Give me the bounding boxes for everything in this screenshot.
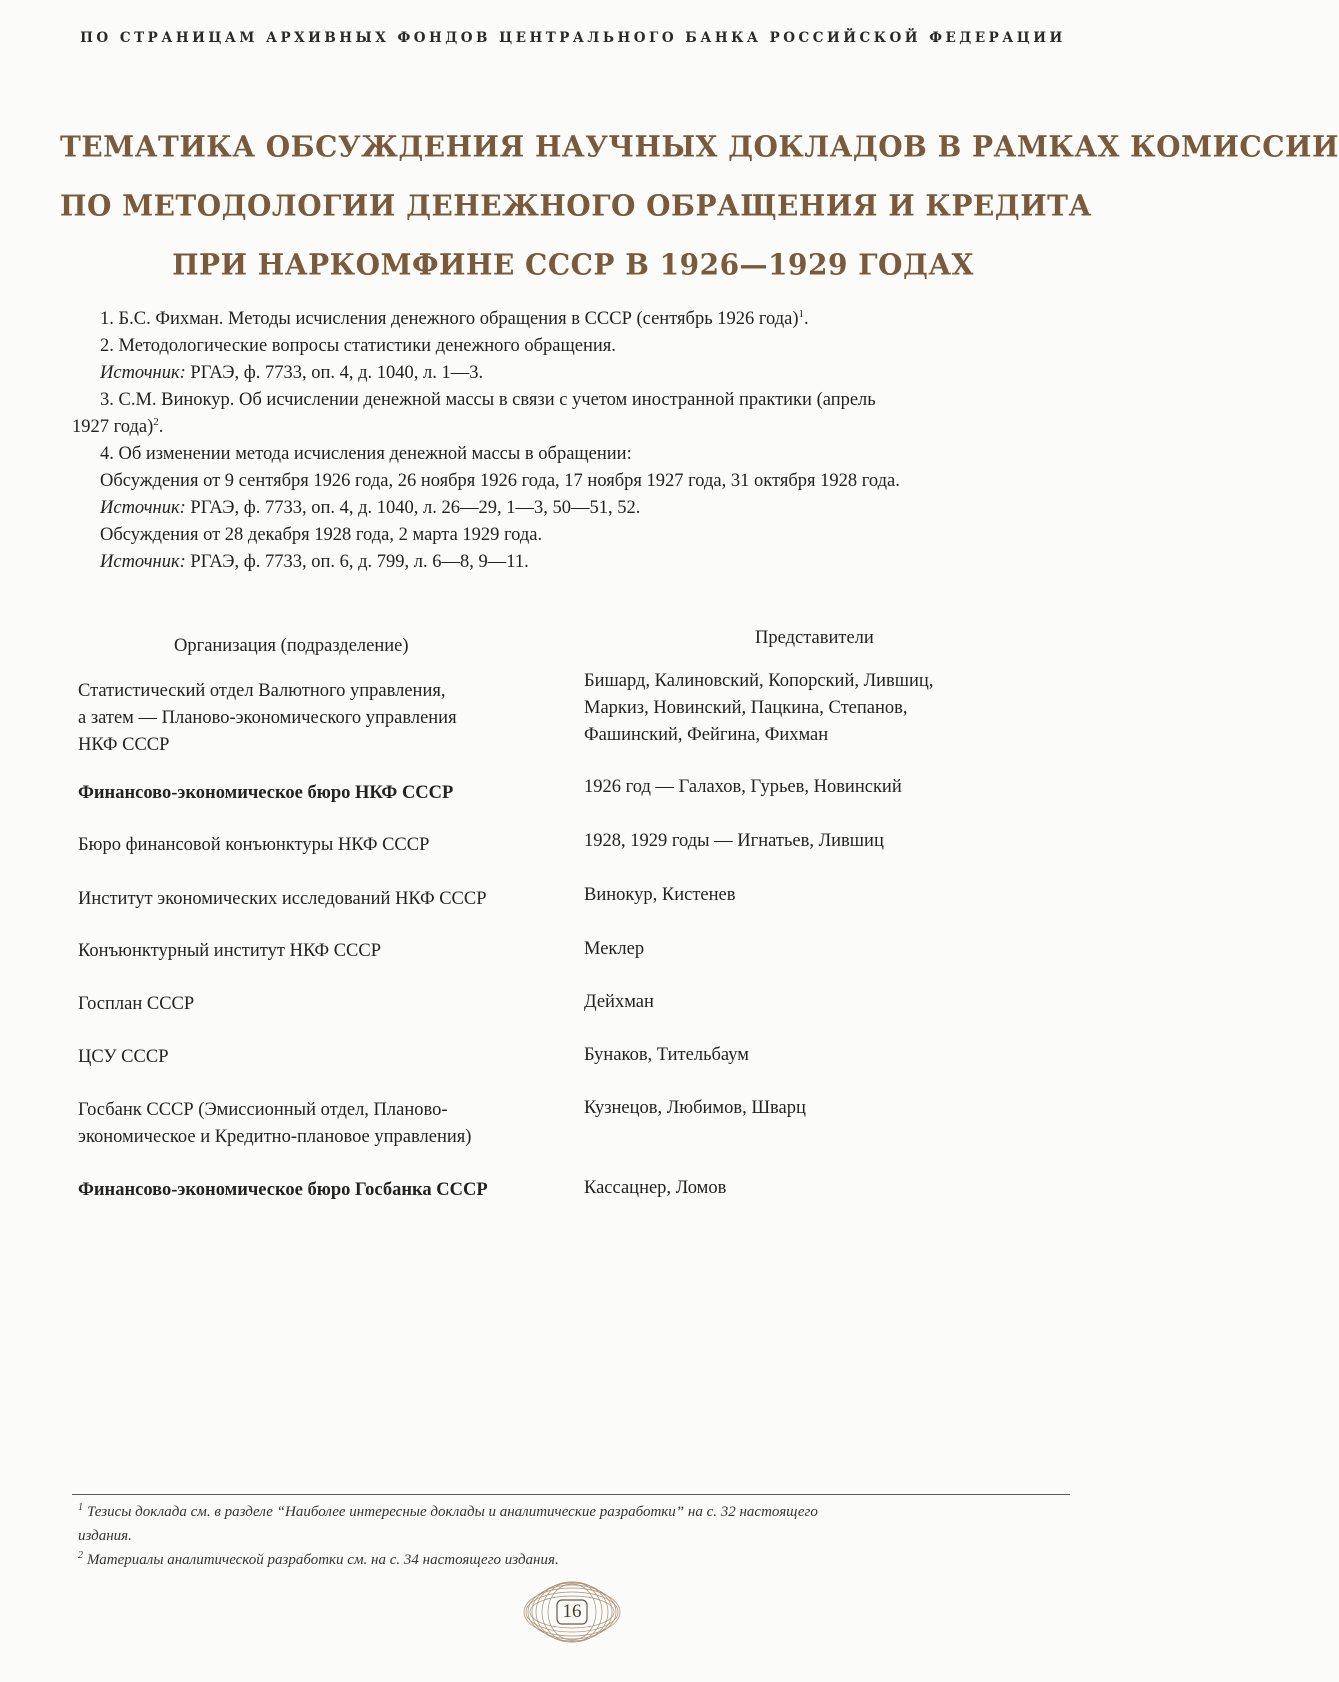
table-row — [74, 989, 1074, 1042]
org-cell: Институт экономических исследований НКФ СССР — [78, 889, 487, 909]
footnote-2: $^2$ Материалы аналитической разработки см. на с. 34 настоящего издания. — [78, 1550, 559, 1568]
org-cell: Бюро финансовой конъюнктуры НКФ СССР — [78, 835, 430, 855]
table-row — [74, 1175, 1074, 1215]
footnote-1: $^1$ Тезисы доклада см. в разделе “Наиболее интересные доклады и аналитические разработки” на с. 32 настоящего — [78, 1502, 818, 1520]
header-organization: Организация (подразделение) — [174, 636, 409, 656]
table-row — [74, 882, 1074, 936]
table-row — [74, 936, 1074, 989]
org-cell: Финансово-экономическое бюро Госбанка СССР — [78, 1180, 488, 1200]
representatives-table — [74, 628, 1074, 1215]
table-header — [74, 628, 1074, 668]
table-row — [74, 1095, 1074, 1175]
running-head: ПО СТРАНИЦАМ АРХИВНЫХ ФОНДОВ ЦЕНТРАЛЬНОГО БАНКА РОССИЙСКОЙ ФЕДЕРАЦИИ — [80, 30, 1066, 46]
footnote-ref: 1 — [798, 307, 805, 320]
list-item: 1. Б.С. Фихман. Методы исчисления денежного обращения в СССР (сентябрь 1926 года)$^1$. — [100, 307, 809, 329]
rep-cell: Кассацнер, Ломов — [584, 1178, 727, 1198]
page-number: 16 — [562, 1601, 582, 1622]
source-line: Источник: РГАЭ, ф. 7733, оп. 6, д. 799, л. 6—8, 9—11. — [100, 552, 529, 572]
dates-line: Обсуждения от 9 сентября 1926 года, 26 ноября 1926 года, 17 ноября 1927 года, 31 октября 1928 года. — [100, 471, 900, 491]
footnote-divider — [72, 1494, 1070, 1495]
org-cell: Финансово-экономическое бюро НКФ СССР — [78, 783, 454, 803]
rep-cell: Бишард, Калиновский, Копорский, Лившиц, Маркиз, Новинский, Пацкина, Степанов, Фашинский, Фейгина, Фихман — [584, 671, 934, 745]
title-line-1: ТЕМАТИКА ОБСУЖДЕНИЯ НАУЧНЫХ ДОКЛАДОВ В РАМКАХ КОМИССИИ — [60, 129, 1339, 164]
list-item-continuation: 1927 года)$^2$. — [72, 415, 164, 437]
rep-cell: 1926 год — Галахов, Гурьев, Новинский — [584, 777, 902, 797]
list-item: 2. Методологические вопросы статистики денежного обращения. — [100, 336, 616, 356]
source-line: Источник: РГАЭ, ф. 7733, оп. 4, д. 1040, л. 1—3. — [100, 363, 484, 383]
org-cell: Госплан СССР — [78, 994, 195, 1014]
page-number-badge — [520, 1580, 624, 1644]
org-cell: Конъюнктурный институт НКФ СССР — [78, 941, 382, 961]
header-representatives: Представители — [755, 628, 874, 648]
rep-cell: Кузнецов, Любимов, Шварц — [584, 1098, 806, 1118]
list-item: 3. С.М. Винокур. Об исчислении денежной массы в связи с учетом иностранной практики (апрель — [100, 390, 876, 410]
page-title — [60, 118, 1339, 294]
org-cell: Госбанк СССР (Эмиссионный отдел, Планово- экономическое и Кредитно-плановое управления) — [78, 1100, 472, 1147]
title-line-3: ПРИ НАРКОМФИНЕ СССР В 1926—1929 ГОДАХ — [172, 246, 974, 282]
org-cell: ЦСУ СССР — [78, 1047, 169, 1067]
table-row — [74, 774, 1074, 828]
rep-cell: 1928, 1929 годы — Игнатьев, Лившиц — [584, 831, 884, 851]
table-row — [74, 828, 1074, 882]
dates-line: Обсуждения от 28 декабря 1928 года, 2 марта 1929 года. — [100, 525, 543, 545]
rep-cell: Бунаков, Тительбаум — [584, 1045, 749, 1065]
table-row — [74, 1042, 1074, 1095]
rep-cell: Меклер — [584, 939, 645, 959]
rep-cell: Винокур, Кистенев — [584, 885, 736, 905]
footnote-1-continuation: издания. — [78, 1528, 132, 1544]
footnotes — [78, 1500, 1070, 1572]
source-line: Источник: РГАЭ, ф. 7733, оп. 4, д. 1040, л. 26—29, 1—3, 50—51, 52. — [100, 498, 641, 518]
title-line-2: ПО МЕТОДОЛОГИИ ДЕНЕЖНОГО ОБРАЩЕНИЯ И КРЕДИТА — [60, 188, 1092, 223]
list-item: 4. Об изменении метода исчисления денежной массы в обращении: — [100, 444, 632, 464]
org-cell: Статистический отдел Валютного управления, а затем — Планово-экономического управления НКФ СССР — [78, 681, 457, 755]
rep-cell: Дейхман — [584, 992, 654, 1012]
report-list — [72, 306, 1062, 576]
table-row — [74, 668, 1074, 774]
footnote-ref: 2 — [153, 415, 159, 428]
